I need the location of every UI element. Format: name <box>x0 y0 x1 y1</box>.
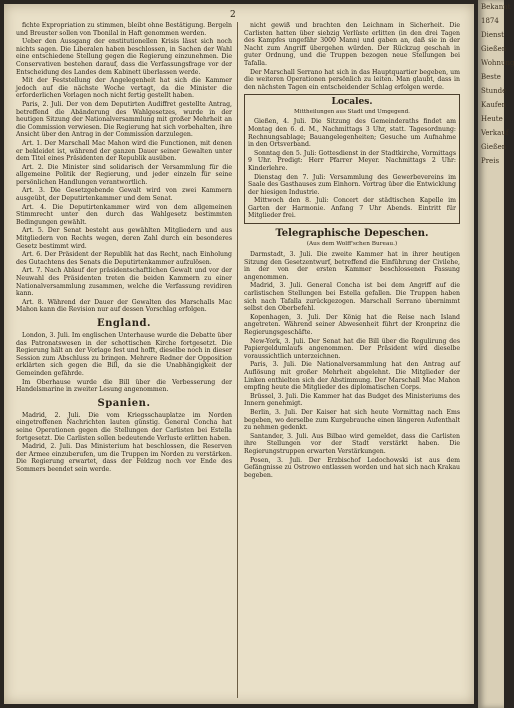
edge-text: Verkauf <box>481 129 509 137</box>
telegram: Posen, 3. Juli. Der Erzbischof Ledochowski ist aus dem Gefängnisse zu Ostrowo entlassen worden und hat sich nach Krakau begeben. <box>244 456 460 479</box>
paragraph: Ueber den Aussgang der enstitutionellen Krisis lässt sich noch nichts sagen. Die Liberalen haben beschlossen, in Sachen der Wahl eine entschiedene Stellung gegen die Regierung einzunehmen. Die Conservativen bestehen darauf, dass die Verfassungsfrage vor der Entscheidung des Landes dem Kabinett überlassen werde. <box>16 38 232 76</box>
telegrams-headline: Telegraphische Depeschen. <box>275 228 429 240</box>
section-heading-spanien: Spanien. <box>97 397 151 409</box>
telegram: Santander, 3. Juli. Aus Bilbao wird gemeldet, dass die Carlisten ihre Stellungen vor der Stadt verstärkt haben. Die Regierungstruppen erwarten Verstärkungen. <box>244 432 460 455</box>
page-number: 2 <box>230 10 236 20</box>
paragraph: fichte Expropriation zu stimmen, bleibt ohne Bestätigung. Bergeln und Breuster sollen von Tbonilal in Haft genommen werden. <box>16 22 232 37</box>
edge-text: Kaufen <box>481 101 507 109</box>
box-paragraph: Dienstag den 7. Juli: Versammlung des Gewerbevereins im Saale des Gasthauses zum Einhorn. Vortrag über die Entwicklung der hiesigen Industrie. <box>248 173 456 196</box>
left-column <box>16 22 232 698</box>
paragraph: Im Oberhause wurde die Bill über die Verbesserung der Handelsmarine in zweiter Lesung angenommen. <box>16 378 232 394</box>
article-1: Art. 1. Der Marschall Mac Mahon wird die Functionen, mit denen er bekleidet ist, während der ganzen Dauer seiner Gewalten unter dem Titel eines Präsidenten der Republik ausüben. <box>16 139 232 163</box>
edge-text: Preis <box>481 157 500 165</box>
edge-text: Stunde <box>481 87 507 95</box>
paragraph: nicht gewiß und brachten den Leichnam in Sicherheit. Die Carlisten hatten über siebzig Verlüste erlitten (in den drei Tagen des Kampfes ungefähr 3000 Mann) und gaben an, daß sie in der Nacht zum Angriff übergehen würden. Der Rückzug geschah in guter Ordnung, und die Truppen bezogen neue Stellungen bei Tafalla. <box>244 22 460 67</box>
article-4: Art. 4. Die Deputirtenkammer wird von dem allgemeinen Stimmrecht unter den durch das Wahlgesetz bestimmten Bedingungen gewählt. <box>16 203 232 226</box>
edge-text: Heute <box>481 115 503 123</box>
newspaper-page <box>4 4 474 704</box>
article-2: Art. 2. Die Minister sind solidarisch der Versammlung für die allgemeine Politik der Regierung, und jeder einzeln für seine persönlichen Handlungen verantwortlich. <box>16 163 232 186</box>
paragraph: Paris, 2. Juli. Der von dem Deputirten Audiffret gestellte Antrag, betreffend die Abänderung des Wahlgesetzes, wurde in der heutigen Sitzung der Nationalversammlung mit großer Mehrheit an die Commission verwiesen. Die Regierung hat sich vorbehalten, ihre Ansicht über den Antrag in der Commission darzulegen. <box>16 100 232 139</box>
telegram: New-York, 3. Juli. Der Senat hat die Bill über die Regulirung des Papiergeldumlaufs angenommen. Der Präsident wird dieselbe voraussichtlich unterzeichnen. <box>244 337 460 360</box>
edge-text: 1874 <box>481 17 499 25</box>
telegram: Paris, 3. Juli. Die Nationalversammlung hat den Antrag auf Auflösung mit großer Mehrheit abgelehnt. Die Mitglieder der Linken enthielten sich der Abstimmung. Der Marschall Mac Mahon empfing heute die Mitglieder des diplomatischen Corps. <box>244 361 460 392</box>
telegram: Brüssel, 3. Juli. Die Kammer hat das Budget des Ministeriums des Innern genehmigt. <box>244 392 460 408</box>
telegram: Berlin, 3. Juli. Der Kaiser hat sich heute Vormittag nach Ems begeben, wo derselbe zum Kurgebrauche einen längeren Aufenthalt zu nehmen gedenkt. <box>244 408 460 432</box>
paragraph: Madrid, 2. Juli. Die vom Kriegsschauplatze im Norden eingetroffenen Nachrichten lauten günstig. General Concha hat seine Operationen gegen die Stellungen der Carlisten bei Estella fortgesetzt. Die Carlisten sollen bedeutende Verluste erlitten haben. <box>16 411 232 442</box>
telegram: Kopenhagen, 3. Juli. Der König hat die Reise nach Island angetreten. Während seiner Abwesenheit führt der Kronprinz die Regierungsgeschäfte. <box>244 313 460 336</box>
edge-text: Gießen <box>481 143 507 151</box>
article-3: Art. 3. Die Gesetzgebende Gewalt wird von zwei Kammern ausgeübt, der Deputirtenkammer und dem Senat. <box>16 187 232 203</box>
edge-text: Gießen <box>481 45 507 53</box>
adjacent-page-edge <box>478 0 514 708</box>
paragraph: Mit der Feststellung der Angelegenheit hat sich die Kammer jedoch auf die nächste Woche vertagt, da die Minister die erforderlichen Vorlagen noch nicht fertig gestellt haben. <box>16 77 232 100</box>
column-divider <box>237 22 238 698</box>
local-news-box <box>244 94 460 224</box>
paragraph: Madrid, 2. Juli. Das Ministerium hat beschlossen, die Reserven der Armee einzuberufen, um die Truppen im Norden zu verstärken. Die Regierung erwartet, dass der Feldzug noch vor Ende des Sommers beendet sein werde. <box>16 443 232 473</box>
article-8: Art. 8. Während der Dauer der Gewalten des Marschalls Mac Mahon kann die Revision nur auf dessen Vorschlag erfolgen. <box>16 298 232 314</box>
box-subtitle: Mittheilungen aus Stadt und Umgegend. <box>294 109 410 116</box>
right-column <box>244 22 460 698</box>
telegram: Darmstadt, 3. Juli. Die zweite Kammer hat in ihrer heutigen Sitzung den Gesetzentwurf, betreffend die Einführung der Civilehe, in der von der ersten Kammer beschlossenen Fassung angenommen. <box>244 251 460 281</box>
article-5: Art. 5. Der Senat besteht aus gewählten Mitgliedern und aus Mitgliedern von Rechts wegen, deren Zahl durch ein besonderes Gesetz bestimmt wird. <box>16 227 232 250</box>
edge-text: Dienst <box>481 31 504 39</box>
box-paragraph: Mittwoch den 8. Juli: Concert der städtischen Kapelle im Garten der Harmonie. Anfang 7 Uhr Abends. Eintritt für Mitglieder frei. <box>248 197 456 220</box>
box-paragraph: Sonntag den 5. Juli: Gottesdienst in der Stadtkirche, Vormittags 9 Uhr. Predigt: Herr Pfarrer Meyer. Nachmittags 2 Uhr: Kinderlehre. <box>248 149 456 172</box>
telegram: Madrid, 3. Juli. General Concha ist bei dem Angriff auf die carlistischen Stellungen bei Estella gefallen. Die Truppen haben sich nach Tafalla zurückgezogen. Marschall Serrano übernimmt selbst den Oberbefehl. <box>244 282 460 313</box>
box-title: Locales. <box>331 97 373 108</box>
box-paragraph: Gießen, 4. Juli. Die Sitzung des Gemeinderaths findet am Montag den 6. d. M., Nachmittags 3 Uhr, statt. Tagesordnung: Rechnungsablage; Bauangelegenheiten; Gesuche um Aufnahme in den Ortsverband. <box>248 118 456 149</box>
paragraph: London, 3. Juli. Im englischen Unterhause wurde die Debatte über das Patronatswesen in der schottischen Kirche fortgesetzt. Die Regierung hält an der Vorlage fest und hofft, dieselbe noch in dieser Session zum Abschluss zu bringen. Mehrere Redner der Opposition erklärten sich gegen die Bill, da sie die Unabhängigkeit der Gemeinden gefährde. <box>16 331 232 377</box>
article-7: Art. 7. Nach Ablauf der präsidentschaftlichen Gewalt und vor der Neuwahl des Präsidenten treten die beiden Kammern zu einer Nationalversammlung zusammen, welche die Verfassung revidiren kann. <box>16 267 232 298</box>
edge-text: Beste <box>481 73 501 81</box>
telegrams-subheadline: (Aus dem Wolff'schen Bureau.) <box>306 241 398 248</box>
paragraph: Der Marschall Serrano hat sich in das Hauptquartier begeben, um die weiteren Operationen persönlich zu leiten. Man glaubt, dass in den nächsten Tagen ein entscheidender Schlag erfolgen werde. <box>244 68 460 91</box>
article-6: Art. 6. Der Präsident der Republik hat das Recht, nach Einholung des Gutachtens des Senats die Deputirtenkammer aufzulösen. <box>16 251 232 266</box>
edge-text: Bekannt <box>481 3 511 11</box>
edge-text: Wohnung <box>481 59 514 67</box>
section-heading-england: England. <box>97 317 151 329</box>
